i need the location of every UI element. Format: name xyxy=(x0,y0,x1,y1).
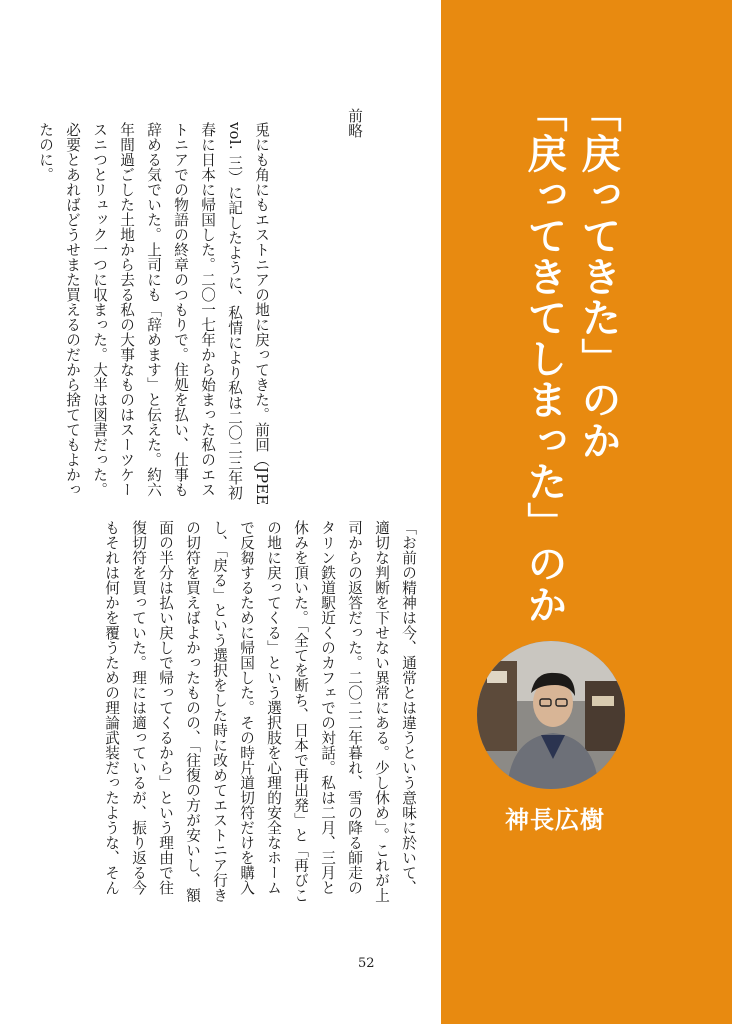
author-name: 神長広樹 xyxy=(505,806,605,834)
article-body-bottom: 「お前の精神は今、通常とは違うという意味に於いて、 適切な判断を下せない異常にある。少し休め」。これが上 司からの返答だった。二〇二二年暮れ、雪の降る師走の タリン鉄道駅近くのカフェでの対話。私は二月、三月と 休みを頂いた。「全てを断ち、日本で再出発」と「再びこ の地に戻ってくる」という選択肢を心理的安全なホーム で反芻するために帰国した。その時片道切符だけを購入 し、「戻る」という選択をした時に改めてエストニア行き の切符を買えばよかったものの、「往復の方が安いし、額 面の半分は払い戻しで帰ってくるから」という理由で往 復切符を買っていた。理には適っているが、振り返る今 もそれは何かを覆うための理論武装だったような、そん xyxy=(103,520,417,903)
page-number: 52 xyxy=(358,956,375,971)
article-body-top xyxy=(0,108,422,506)
author-portrait-image xyxy=(477,641,625,789)
author-photo xyxy=(477,641,625,789)
title-line-1: 「戻ってきた」のか xyxy=(575,92,621,461)
salutation: 前略 xyxy=(346,108,363,138)
body-paragraph-top: 兎にも角にもエストニアの地に戻ってきた。前回（JPEE vol. 三）に記したように、私情により私は二〇二三年初 春に日本に帰国した。二〇一七年から始まった私のエス トニアでの物語の終章のつもりで。住処を払い、仕事も 辞める気でいた。上司にも「辞めます」と伝えた。約六 年間過ごした土地から去る私の大事なものはスーツケー スニつとリュック一つに収まった。大半は図書だった。 必要とあればどうせまた買えるのだから捨ててもよかっ たのに。 xyxy=(37,122,270,506)
title-line-2: 「戻ってきてしまった」のか xyxy=(521,92,567,625)
